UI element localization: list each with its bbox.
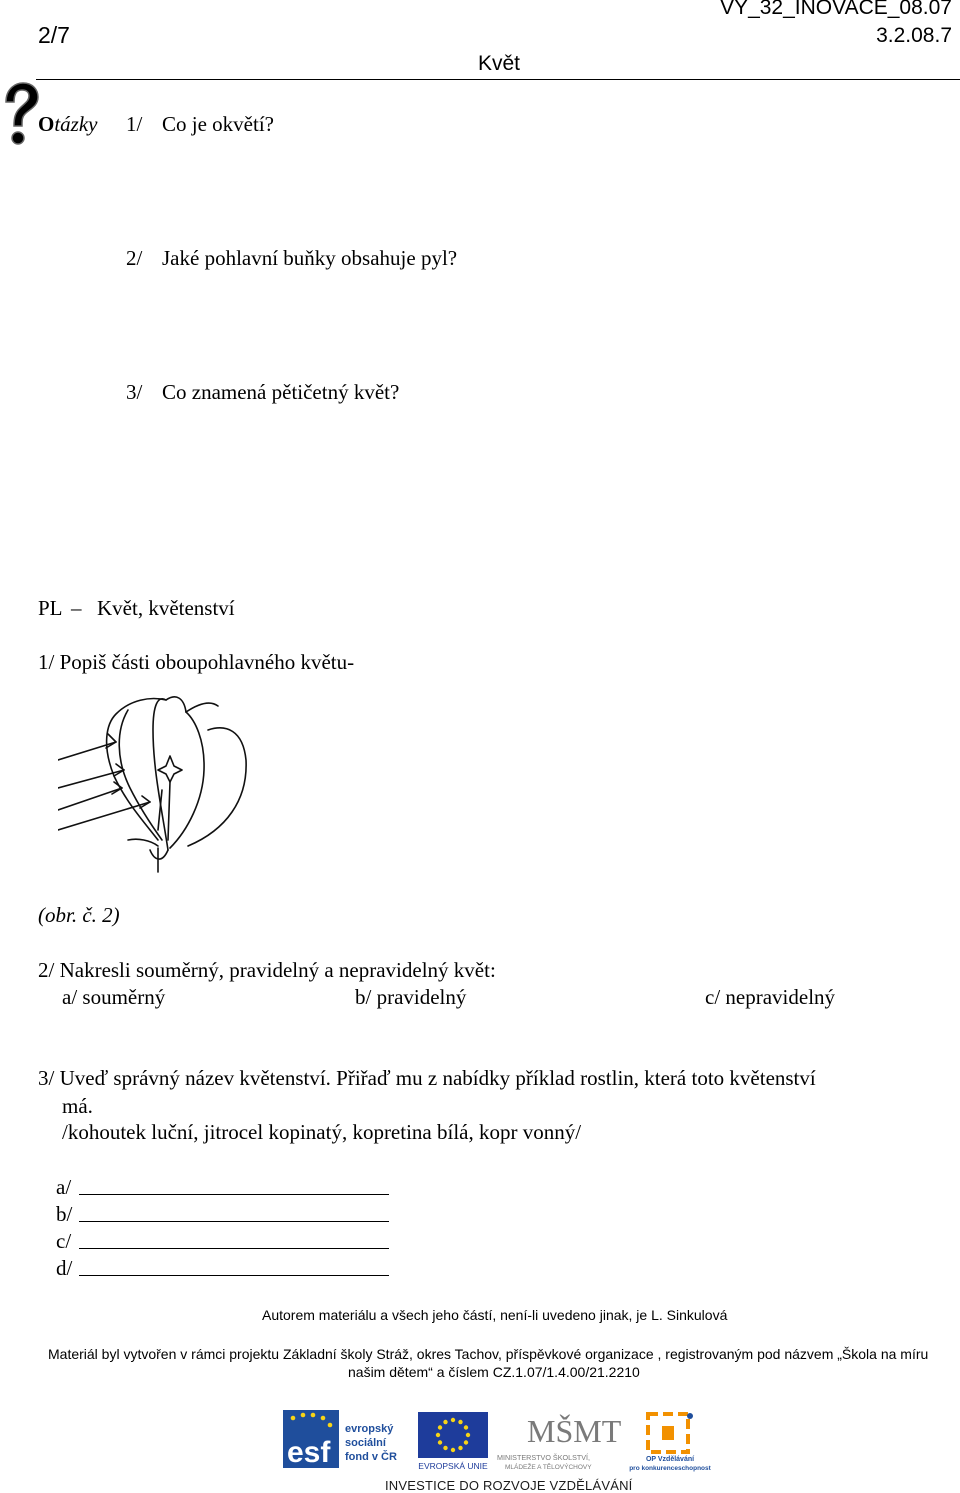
question-2-number: 2/	[126, 246, 143, 270]
eu-star-icon	[438, 1425, 442, 1429]
esf-logo	[283, 1410, 413, 1472]
eu-star-icon	[451, 1418, 455, 1422]
eu-star-icon	[443, 1446, 447, 1450]
question-mark-icon	[0, 80, 42, 150]
task-2-option-c: c/ nepravidelný	[705, 985, 836, 1009]
answer-b-line[interactable]	[79, 1221, 389, 1222]
svg-text:sociální: sociální	[345, 1437, 386, 1449]
answer-a-label: a/	[56, 1175, 72, 1199]
eu-star-icon	[436, 1433, 440, 1437]
task-1: 1/ Popiš části oboupohlavného květu-	[38, 650, 355, 674]
question-3-number: 3/	[126, 380, 143, 404]
header-divider	[36, 79, 960, 80]
flower-drawing	[58, 690, 258, 880]
author-note: Autorem materiálu a všech jeho částí, není-li uvedeno jinak, je L. Sinkulová	[262, 1307, 728, 1323]
questions-label: Otázky	[38, 112, 98, 136]
eu-star-icon	[464, 1425, 468, 1429]
figure-caption: (obr. č. 2)	[38, 903, 120, 927]
question-1-number: 1/	[126, 112, 143, 136]
answer-d-label: d/	[56, 1256, 73, 1280]
eu-star-icon	[443, 1420, 447, 1424]
msmt-logo	[495, 1408, 623, 1472]
answer-c-line[interactable]	[79, 1248, 389, 1249]
answer-d-line[interactable]	[79, 1275, 389, 1276]
svg-text:MŠMT: MŠMT	[527, 1413, 622, 1449]
task-3: 3/ Uveď správný název květenství. Přiřaď mu z nabídky příklad rostlin, která toto květenství	[38, 1066, 816, 1090]
svg-text:OP Vzdělávání: OP Vzdělávání	[645, 1456, 695, 1463]
svg-text:pro konkurenceschopnost: pro konkurenceschopnost	[629, 1465, 711, 1472]
worksheet-code: PL	[38, 596, 63, 620]
page-title: Květ	[478, 52, 521, 75]
eu-star-icon	[464, 1440, 468, 1444]
eu-star-icon	[451, 1448, 455, 1452]
worksheet-dash: –	[71, 596, 82, 620]
svg-text:EVROPSKÁ UNIE: EVROPSKÁ UNIE	[418, 1461, 488, 1471]
document-number: 3.2.08.7	[876, 24, 952, 47]
task-2-option-b: b/ pravidelný	[355, 985, 467, 1009]
document-code: VY_32_INOVACE_08.07	[720, 0, 952, 19]
questions-label-rest: tázky	[54, 112, 98, 136]
page-number: 2/7	[38, 22, 70, 48]
question-2-text: Jaké pohlavní buňky obsahuje pyl?	[162, 246, 458, 270]
svg-text:MINISTERSTVO ŠKOLSTVÍ,: MINISTERSTVO ŠKOLSTVÍ,	[497, 1453, 591, 1462]
svg-text:esf: esf	[287, 1436, 331, 1469]
task-2: 2/ Nakresli souměrný, pravidelný a nepravidelný květ:	[38, 958, 496, 982]
eu-star-icon	[458, 1446, 462, 1450]
task-3-options: /kohoutek luční, jitrocel kopinatý, kopretina bílá, kopr vonný/	[62, 1120, 582, 1144]
project-note: Materiál byl vytvořen v rámci projektu Základní školy Stráž, okres Tachov, příspěvkové organizace , registrovaným pod názvem „Škola na míru	[48, 1346, 929, 1362]
investment-slogan: INVESTICE DO ROZVOJE VZDĚLÁVÁNÍ	[385, 1478, 633, 1493]
answer-c-label: c/	[56, 1229, 72, 1253]
question-1-text: Co je okvětí?	[162, 112, 274, 136]
eu-star-icon	[458, 1420, 462, 1424]
eu-flag-logo	[414, 1410, 492, 1472]
worksheet-title: Květ, květenství	[97, 596, 235, 620]
svg-text:MLÁDEŽE A TĚLOVÝCHOVY: MLÁDEŽE A TĚLOVÝCHOVY	[505, 1464, 592, 1471]
op-vzdelavani-logo	[628, 1408, 713, 1472]
eu-star-icon	[466, 1433, 470, 1437]
task-2-option-a: a/ souměrný	[62, 985, 166, 1009]
answer-a-line[interactable]	[79, 1194, 389, 1195]
task-3-continuation: má.	[62, 1094, 93, 1118]
eu-star-icon	[438, 1440, 442, 1444]
question-3-text: Co znamená pětičetný květ?	[162, 380, 400, 404]
svg-text:evropský: evropský	[345, 1423, 394, 1435]
answer-b-label: b/	[56, 1202, 73, 1226]
svg-text:fond v ČR: fond v ČR	[345, 1451, 397, 1463]
project-note-continuation: našim dětem“ a číslem CZ.1.07/1.4.00/21.2210	[348, 1364, 640, 1380]
